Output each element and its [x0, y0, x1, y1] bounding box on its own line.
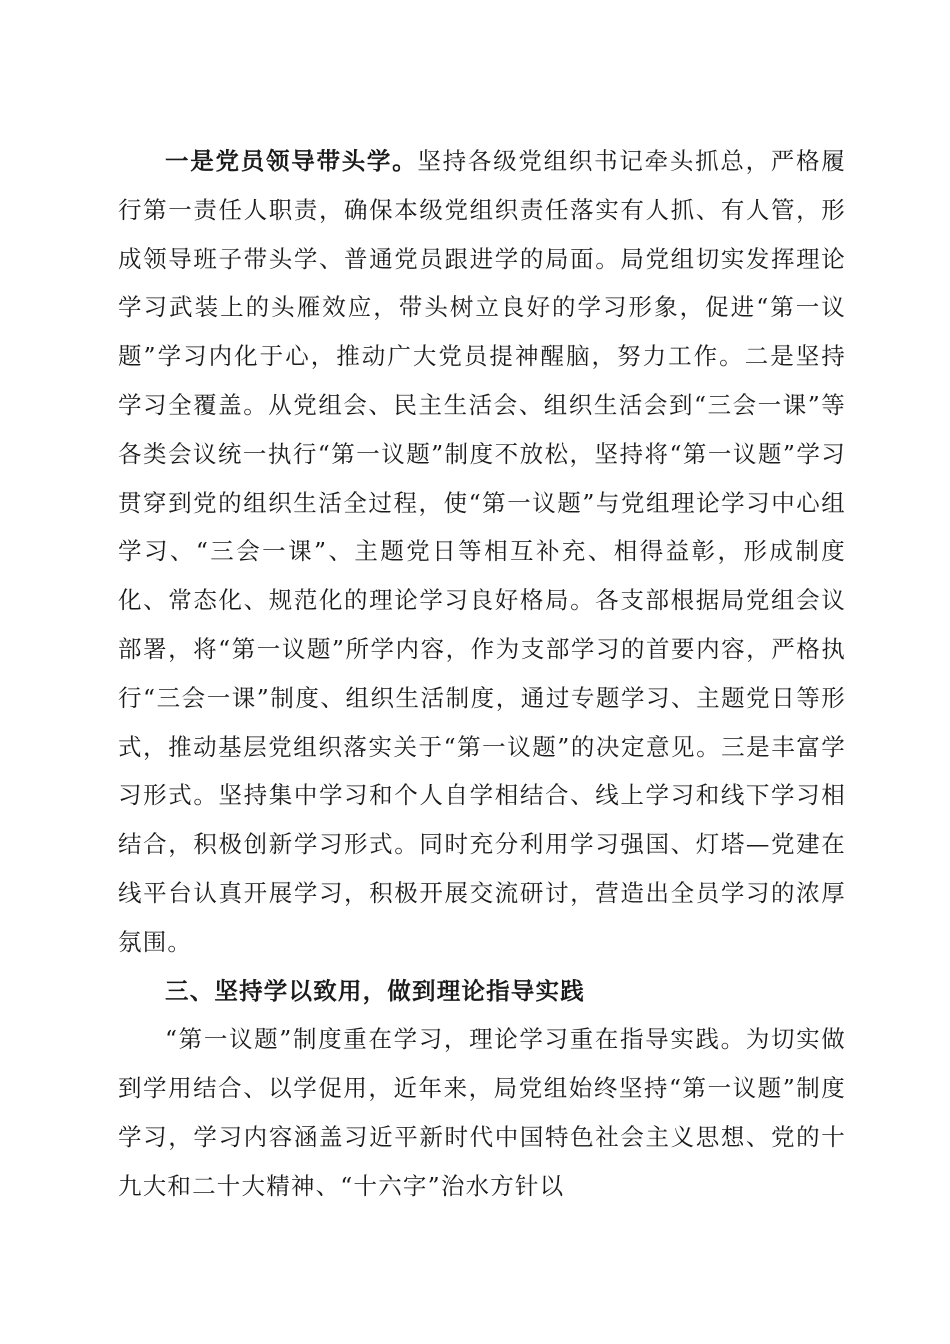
- paragraph-text: 坚持各级党组织书记牵头抓总，严格履行第一责任人职责，确保本级党组织责任落实有人抓、有人管，形成领导班子带头学、普通党员跟进学的局面。局党组切实发挥理论学习武装上的头雁效应，带头树立良好的学习形象，促进“第一议题”学习内化于心，推动广大党员提神醒脑，努力工作。二是坚持学习全覆盖。从党组会、民主生活会、组织生活会到“三会一课”等各类会议统一执行“第一议题”制度不放松，坚持将“第一议题”学习贯穿到党的组织生活全过程，使“第一议题”与党组理论学习中心组学习、“三会一课”、主题党日等相互补充、相得益彰，形成制度化、常态化、规范化的理论学习良好格局。各支部根据局党组会议部署，将“第一议题”所学内容，作为支部学习的首要内容，严格执行“三会一课”制度、组织生活制度，通过专题学习、主题党日等形式，推动基层党组织落实关于“第一议题”的决定意见。三是丰富学习形式。坚持集中学习和个人自学相结合、线上学习和线下学习相结合，积极创新学习形式。同时充分利用学习强国、灯塔—党建在线平台认真开展学习，积极开展交流研讨，营造出全员学习的浓厚氛围。: [118, 147, 846, 956]
- section-heading: 三、坚持学以致用，做到理论指导实践: [165, 976, 585, 1005]
- document-body: [118, 137, 846, 1211]
- paragraph-practice: “第一议题”制度重在学习，理论学习重在指导实践。为切实做到学用结合、以学促用，近年来，局党组始终坚持“第一议题”制度学习，学习内容涵盖习近平新时代中国特色社会主义思想、党的十九大和二十大精神、“十六字”治水方针以: [118, 1025, 846, 1200]
- paragraph-study-measures: [118, 137, 846, 967]
- paragraph-lead: 一是党员领导带头学。: [165, 147, 418, 175]
